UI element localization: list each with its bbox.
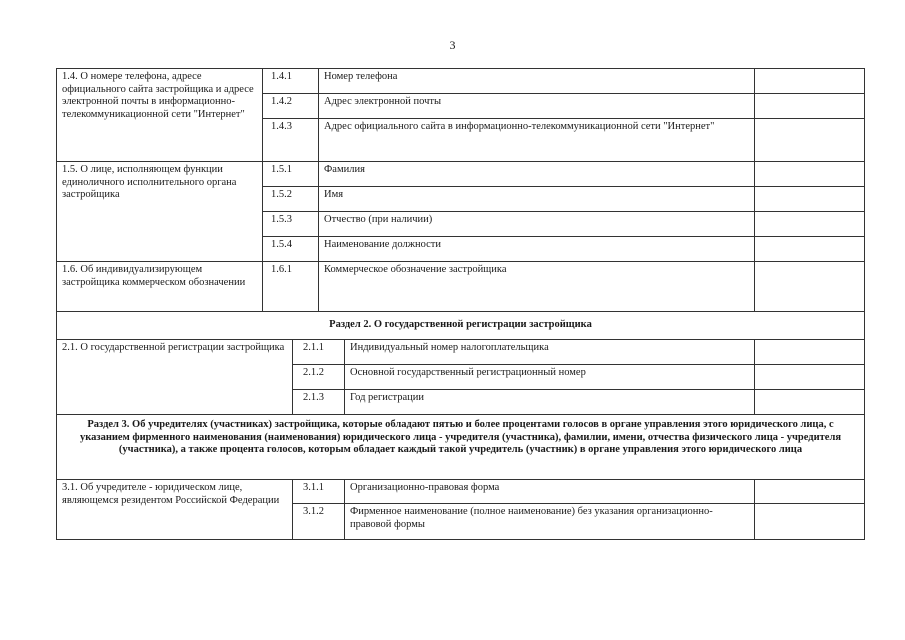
block-1-4 <box>57 69 865 162</box>
row-name: Основной государственный регистрационный номер <box>345 365 755 390</box>
value-cell <box>755 119 865 162</box>
row-name: Адрес официального сайта в информационно-телекоммуникационной сети "Интернет" <box>319 119 755 162</box>
value-cell <box>755 390 865 415</box>
table-row <box>293 365 865 390</box>
value-cell <box>755 340 865 365</box>
row-name: Фирменное наименование (полное наименование) без указания организационно-правовой формы <box>345 504 755 540</box>
row-code: 1.5.4 <box>263 237 319 262</box>
row-name: Организационно-правовая форма <box>345 480 755 504</box>
table-row <box>263 237 865 262</box>
row-name: Фамилия <box>319 162 755 187</box>
block-3-1 <box>57 480 865 540</box>
table-row <box>293 390 865 415</box>
row-code: 1.4.1 <box>263 69 319 94</box>
table-row <box>293 480 865 504</box>
section-3-header: Раздел 3. Об учредителях (участниках) застройщика, которые обладают пятью и более процентами голосов в органе управления этого юридического лица, с указанием фирменного наименования (наименования) юридического лица - учредителя (участника), фамилии, имени, отчества физического лица - учредителя (участника), а также процента голосов, которым обладает каждый такой учредитель (участник) в органе управления этого юридического лица <box>57 415 865 480</box>
row-name: Отчество (при наличии) <box>319 212 755 237</box>
block-1-5 <box>57 162 865 262</box>
row-code: 1.4.2 <box>263 94 319 119</box>
block-description: 1.5. О лице, исполняющем функции единоличного исполнительного органа застройщика <box>57 162 263 262</box>
table-row <box>293 340 865 365</box>
table-row <box>263 94 865 119</box>
table-row <box>263 119 865 162</box>
value-cell <box>755 480 865 504</box>
table-row <box>263 162 865 187</box>
section-2-header: Раздел 2. О государственной регистрации застройщика <box>57 312 865 340</box>
row-code: 1.4.3 <box>263 119 319 162</box>
block-description: 1.6. Об индивидуализирующем застройщика коммерческом обозначении <box>57 262 263 312</box>
row-name: Наименование должности <box>319 237 755 262</box>
value-cell <box>755 504 865 540</box>
value-cell <box>755 187 865 212</box>
row-name: Имя <box>319 187 755 212</box>
row-code: 3.1.2 <box>293 504 345 540</box>
form-table <box>56 68 865 540</box>
value-cell <box>755 262 865 312</box>
row-name: Индивидуальный номер налогоплательщика <box>345 340 755 365</box>
value-cell <box>755 365 865 390</box>
row-code: 1.6.1 <box>263 262 319 312</box>
row-name: Коммерческое обозначение застройщика <box>319 262 755 312</box>
block-2-1 <box>57 340 865 415</box>
table-row <box>293 504 865 540</box>
table-row <box>263 262 865 312</box>
row-name: Номер телефона <box>319 69 755 94</box>
row-code: 1.5.1 <box>263 162 319 187</box>
row-code: 2.1.2 <box>293 365 345 390</box>
value-cell <box>755 237 865 262</box>
row-code: 3.1.1 <box>293 480 345 504</box>
value-cell <box>755 212 865 237</box>
table-row <box>263 212 865 237</box>
value-cell <box>755 94 865 119</box>
page-number: 3 <box>449 38 456 52</box>
block-1-6 <box>57 262 865 312</box>
table-row <box>263 69 865 94</box>
block-description: 3.1. Об учредителе - юридическом лице, являющемся резидентом Российской Федерации <box>57 480 293 540</box>
row-name: Год регистрации <box>345 390 755 415</box>
row-code: 1.5.3 <box>263 212 319 237</box>
row-code: 1.5.2 <box>263 187 319 212</box>
value-cell <box>755 69 865 94</box>
block-description: 2.1. О государственной регистрации застройщика <box>57 340 293 415</box>
row-code: 2.1.3 <box>293 390 345 415</box>
block-description: 1.4. О номере телефона, адресе официального сайта застройщика и адресе электронной почты в информационно-телекоммуникационной сети "Интернет" <box>57 69 263 162</box>
table-row <box>263 187 865 212</box>
value-cell <box>755 162 865 187</box>
row-code: 2.1.1 <box>293 340 345 365</box>
row-name: Адрес электронной почты <box>319 94 755 119</box>
